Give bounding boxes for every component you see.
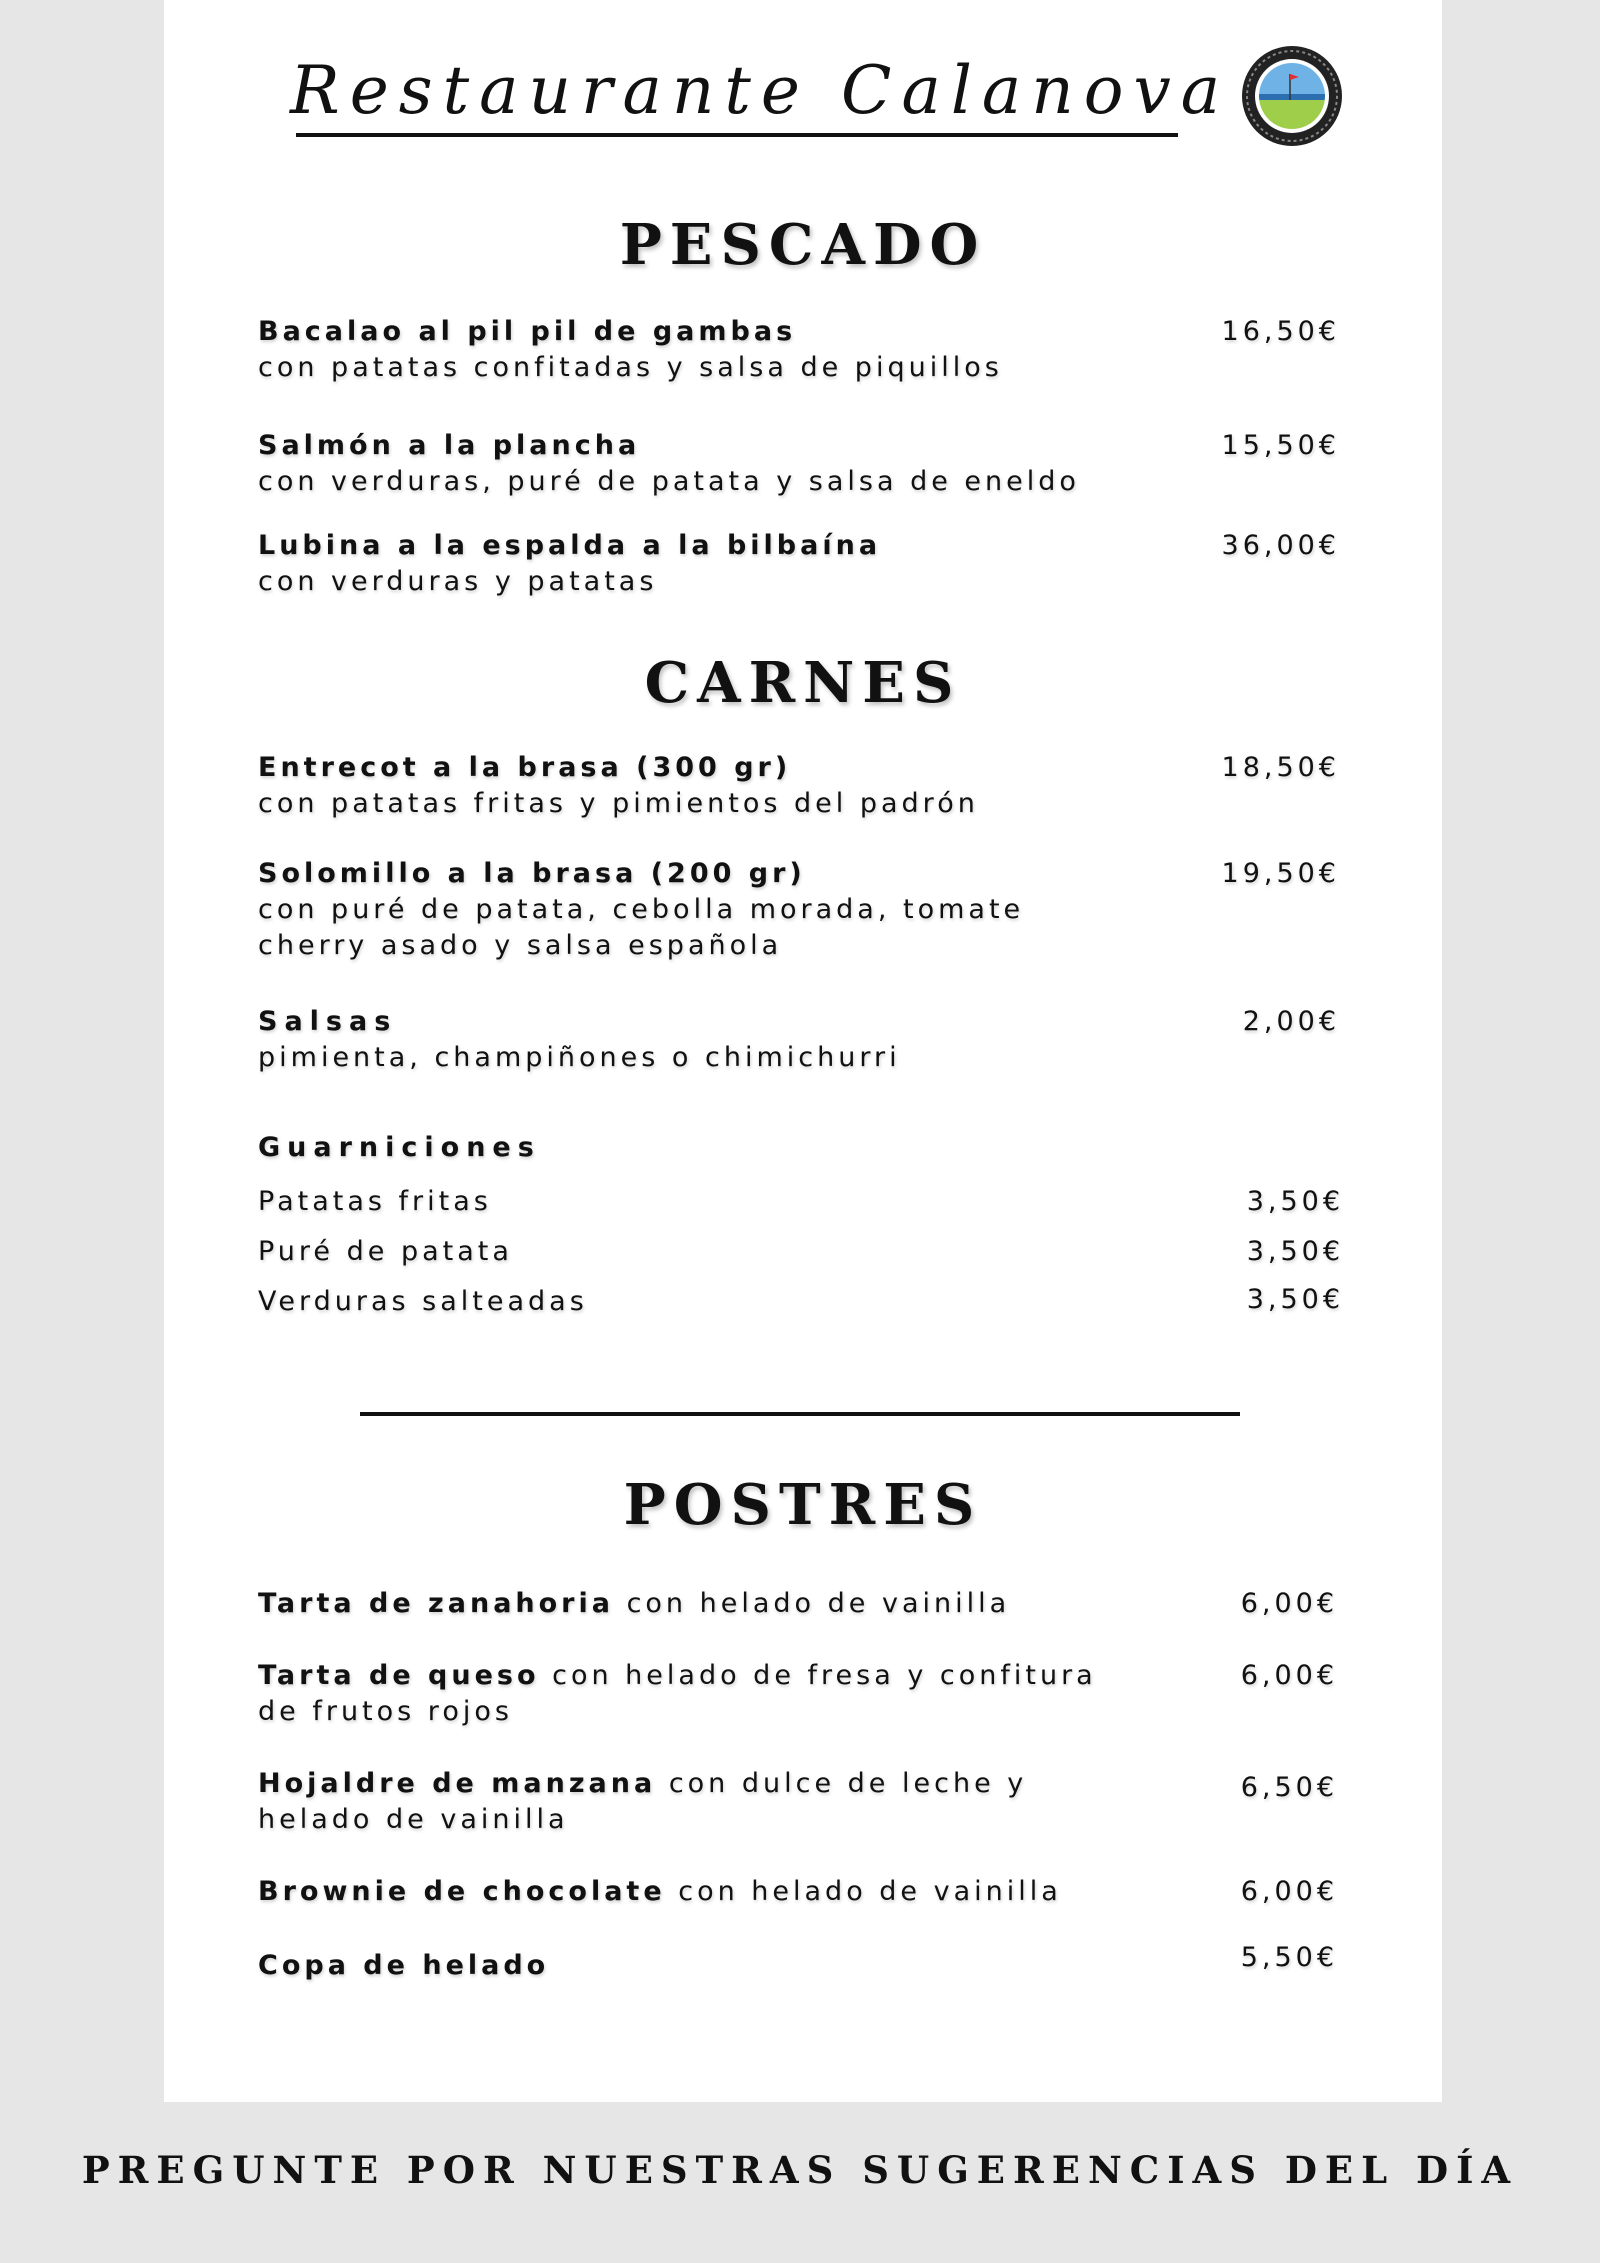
section-title-pescado: PESCADO	[619, 212, 987, 278]
item-name: Bacalao al pil pil de gambas	[258, 316, 797, 347]
side-name: Puré de patata	[258, 1236, 513, 1267]
item-name: Copa de helado	[258, 1950, 550, 1981]
item-description: con verduras y patatas	[258, 566, 658, 597]
section-title-carnes: CARNES	[644, 650, 962, 716]
item-description: con helado de vainilla	[613, 1588, 1011, 1619]
item-name: Tarta de queso	[258, 1660, 540, 1691]
sides-title: Guarniciones	[258, 1132, 541, 1163]
side-price: 3,50€	[1246, 1284, 1344, 1315]
item-description: con helado de fresa y confitura	[539, 1660, 1097, 1691]
dessert-line	[258, 1588, 1010, 1619]
item-description: con patatas fritas y pimientos del padrón	[258, 788, 979, 819]
restaurant-name: Restaurante Calanova	[290, 52, 1231, 129]
item-price: 16,50€	[1221, 316, 1340, 347]
item-name: Salmón a la plancha	[258, 430, 641, 461]
item-price: 6,00€	[1240, 1876, 1338, 1907]
golf-flag-emblem-icon	[1240, 44, 1344, 148]
footer-suggestions: PREGUNTE POR NUESTRAS SUGERENCIAS DEL DÍA	[81, 2148, 1519, 2192]
item-price: 5,50€	[1240, 1942, 1338, 1973]
item-description: cherry asado y salsa española	[258, 930, 783, 961]
item-price: 2,00€	[1242, 1006, 1340, 1037]
side-name: Patatas fritas	[258, 1186, 492, 1217]
item-price: 18,50€	[1221, 752, 1340, 783]
item-description: con verduras, puré de patata y salsa de eneldo	[258, 466, 1080, 497]
section-divider	[360, 1412, 1240, 1416]
item-description: con helado de vainilla	[665, 1876, 1062, 1907]
item-name: Tarta de zanahoria	[258, 1588, 614, 1619]
item-name: Entrecot a la brasa (300 gr)	[258, 752, 792, 783]
item-name: Salsas	[258, 1006, 398, 1037]
item-description: pimienta, champiñones o chimichurri	[258, 1042, 901, 1073]
section-title-postres: POSTRES	[623, 1472, 983, 1538]
item-price: 36,00€	[1221, 530, 1340, 561]
dessert-line	[258, 1660, 1097, 1691]
item-price: 6,00€	[1240, 1588, 1338, 1619]
item-description: con puré de patata, cebolla morada, tomate	[258, 894, 1025, 925]
item-description: de frutos rojos	[258, 1696, 513, 1727]
side-price: 3,50€	[1246, 1236, 1344, 1267]
item-description: helado de vainilla	[258, 1804, 569, 1835]
header-underline	[296, 133, 1178, 137]
item-price: 6,00€	[1240, 1660, 1338, 1691]
dessert-line	[258, 1876, 1062, 1907]
side-price: 3,50€	[1246, 1186, 1344, 1217]
side-name: Verduras salteadas	[258, 1286, 588, 1317]
item-price: 15,50€	[1221, 430, 1340, 461]
item-description: con dulce de leche y	[656, 1768, 1028, 1799]
item-name: Lubina a la espalda a la bilbaína	[258, 530, 882, 561]
item-price: 6,50€	[1240, 1772, 1338, 1803]
item-name: Solomillo a la brasa (200 gr)	[258, 858, 806, 889]
item-description: con patatas confitadas y salsa de piquillos	[258, 352, 1003, 383]
item-name: Brownie de chocolate	[258, 1876, 666, 1907]
dessert-line	[258, 1768, 1027, 1799]
item-price: 19,50€	[1221, 858, 1340, 889]
item-name: Hojaldre de manzana	[258, 1768, 657, 1799]
